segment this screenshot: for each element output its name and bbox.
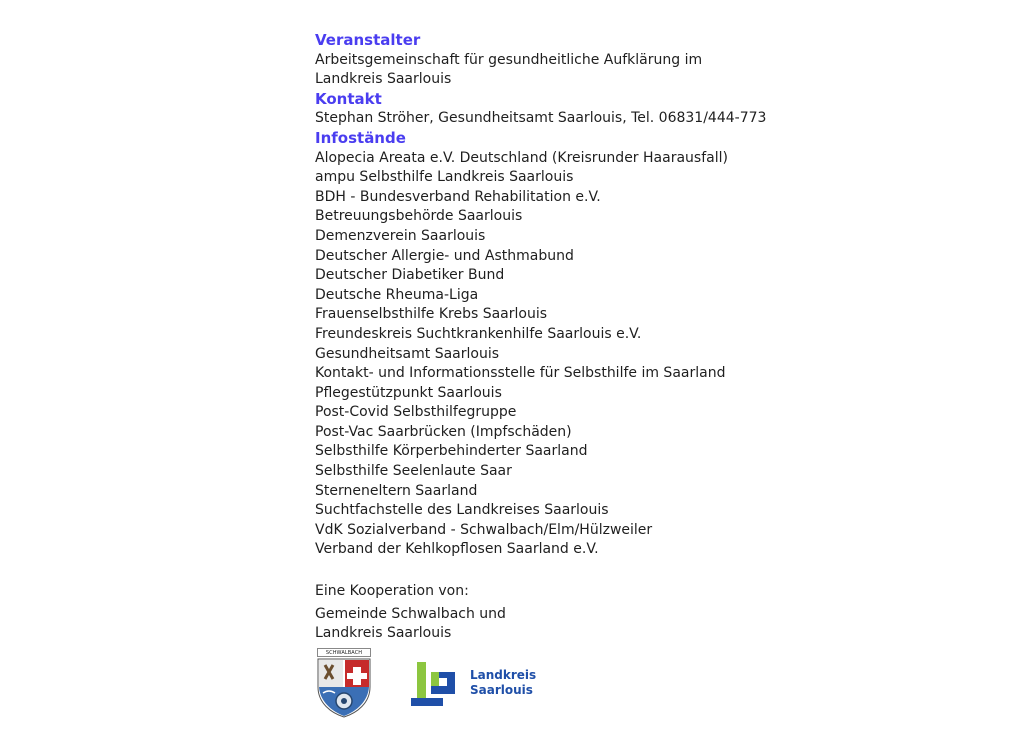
list-item: Kontakt- und Informationsstelle für Selbsthilfe im Saarland [315,365,726,382]
list-item: Deutscher Diabetiker Bund [315,267,505,284]
list-item: Demenzverein Saarlouis [315,227,486,244]
list-item: Deutsche Rheuma-Liga [315,286,479,303]
kooperation-line-1: Gemeinde Schwalbach und [315,605,506,622]
schwalbach-crest-logo [315,648,373,718]
document-content [315,31,767,644]
partner-logos [315,648,575,718]
landkreis-saarlouis-wordmark [470,668,536,698]
list-item: Selbsthilfe Körperbehinderter Saarland [315,443,588,460]
list-item: Alopecia Areata e.V. Deutschland (Kreisrunder Haarausfall) [315,149,728,166]
list-item: Gesundheitsamt Saarlouis [315,345,500,362]
wordmark-line-2: Saarlouis [470,683,533,697]
list-item: Deutscher Allergie- und Asthmabund [315,247,574,264]
coat-of-arms-icon [315,657,373,718]
list-item: VdK Sozialverband - Schwalbach/Elm/Hülzweiler [315,521,653,538]
list-item: Post-Vac Saarbrücken (Impfschäden) [315,423,572,440]
kontakt-text: Stephan Ströher, Gesundheitsamt Saarlouis, Tel. 06831/444-773 [315,110,767,127]
list-item: Post-Covid Selbsthilfegruppe [315,404,517,421]
infostaende-list [315,149,755,560]
list-item: Pflegestützpunkt Saarlouis [315,384,502,401]
list-item: ampu Selbsthilfe Landkreis Saarlouis [315,169,574,186]
kooperation-label: Eine Kooperation von: [315,583,469,600]
list-item: BDH - Bundesverband Rehabilitation e.V. [315,188,601,205]
kontakt-heading: Kontakt [315,89,382,108]
list-item: Freundeskreis Suchtkrankenhilfe Saarlouis e.V. [315,325,642,342]
list-item: Sterneneltern Saarland [315,482,478,499]
wordmark-line-1: Landkreis [470,668,537,682]
list-item: Selbsthilfe Seelenlaute Saar [315,463,512,480]
list-item: Betreuungsbehörde Saarlouis [315,208,523,225]
list-item: Verband der Kehlkopflosen Saarland e.V. [315,541,599,558]
list-item: Frauenselbsthilfe Krebs Saarlouis [315,306,548,323]
kooperation-line-2: Landkreis Saarlouis [315,625,452,642]
veranstalter-text: Arbeitsgemeinschaft für gesundheitliche Aufklärung im Landkreis Saarlouis [315,51,703,88]
list-item: Suchtfachstelle des Landkreises Saarlouis [315,502,609,519]
landkreis-saarlouis-logo-icon [411,660,459,708]
crest-banner: SCHWALBACH [317,648,371,657]
infostaende-heading: Infostände [315,128,406,147]
veranstalter-heading: Veranstalter [315,31,421,49]
section-spacer [315,560,755,582]
